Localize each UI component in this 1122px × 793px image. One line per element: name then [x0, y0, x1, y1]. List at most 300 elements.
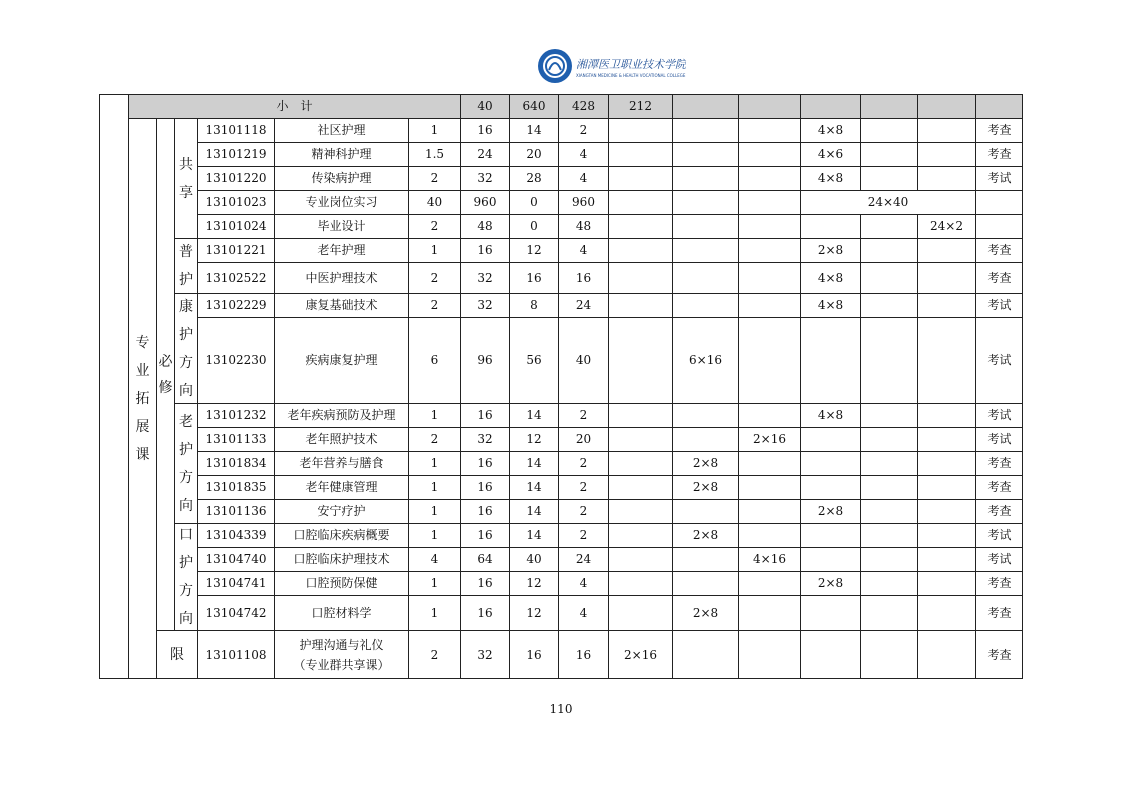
weekly-empty-cell [917, 293, 975, 317]
practice-hours: 4 [558, 166, 608, 190]
course-name-text: 口腔临床护理技术 [293, 552, 390, 566]
course-name [274, 595, 408, 630]
group-label-char: 普 [179, 244, 193, 260]
group-label [174, 238, 197, 293]
weekly-empty-cell [608, 262, 672, 293]
weekly-hours: 24×40 [800, 190, 975, 214]
weekly-empty-cell [917, 317, 975, 403]
practice-hours: 4 [558, 142, 608, 166]
total-hours: 32 [460, 262, 509, 293]
assessment: 考试 [975, 403, 1023, 427]
group-label-char: 护 [179, 272, 193, 288]
weekly-empty-cell [738, 118, 800, 142]
weekly-empty-cell [800, 523, 860, 547]
theory-hours: 0 [509, 190, 558, 214]
course-code: 13104339 [197, 523, 274, 547]
weekly-empty-cell [917, 451, 975, 475]
total-hours: 16 [460, 118, 509, 142]
course-code: 13104741 [197, 571, 274, 595]
total-hours: 960 [460, 190, 509, 214]
weekly-empty-cell [672, 403, 738, 427]
weekly-hours: 24×2 [917, 214, 975, 238]
weekly-empty-cell [800, 427, 860, 451]
practice-hours: 960 [558, 190, 608, 214]
weekly-empty-cell [738, 571, 800, 595]
weekly-empty-cell [738, 499, 800, 523]
weekly-hours: 4×8 [800, 403, 860, 427]
subtotal-credits: 40 [460, 94, 509, 118]
practice-hours: 2 [558, 118, 608, 142]
assessment: 考试 [975, 547, 1023, 571]
weekly-empty-cell [860, 571, 917, 595]
weekly-empty-cell [608, 166, 672, 190]
course-name [274, 451, 408, 475]
subtotal-empty-cell [917, 94, 975, 118]
category-label-char: 课 [135, 447, 150, 463]
course-name-text: 口腔材料学 [311, 605, 372, 620]
course-name-text: 老年护理 [317, 243, 366, 257]
weekly-hours: 2×8 [672, 451, 738, 475]
weekly-empty-cell [608, 238, 672, 262]
assessment: 考查 [975, 451, 1023, 475]
subtotal-empty-cell [672, 94, 738, 118]
elective-label: 限 [156, 630, 197, 679]
course-code: 13102230 [197, 317, 274, 403]
course-name-text: 社区护理 [317, 123, 366, 137]
course-name-text: 老年疾病预防及护理 [287, 408, 396, 422]
practice-hours: 24 [558, 293, 608, 317]
course-name [274, 630, 408, 679]
weekly-empty-cell [800, 317, 860, 403]
practice-hours: 4 [558, 571, 608, 595]
weekly-empty-cell [608, 499, 672, 523]
course-code: 13101108 [197, 630, 274, 679]
logo-text: 湘潭医卫职业技术学院 [576, 58, 686, 71]
total-hours: 16 [460, 571, 509, 595]
course-name [274, 571, 408, 595]
theory-hours: 14 [509, 403, 558, 427]
weekly-empty-cell [800, 214, 860, 238]
assessment: 考查 [975, 262, 1023, 293]
blank-left-column [99, 94, 128, 679]
assessment: 考试 [975, 293, 1023, 317]
total-hours: 16 [460, 238, 509, 262]
category-label-char: 展 [135, 419, 150, 435]
assessment: 考查 [975, 595, 1023, 630]
page-number: 110 [549, 702, 573, 716]
course-code: 13101136 [197, 499, 274, 523]
theory-hours: 20 [509, 142, 558, 166]
group-label-char: 方 [179, 583, 193, 599]
weekly-empty-cell [738, 238, 800, 262]
course-code: 13101835 [197, 475, 274, 499]
weekly-empty-cell [860, 166, 917, 190]
weekly-empty-cell [860, 293, 917, 317]
course-name-text: 专业岗位实习 [305, 195, 378, 209]
weekly-empty-cell [860, 475, 917, 499]
theory-hours: 12 [509, 427, 558, 451]
weekly-empty-cell [917, 523, 975, 547]
theory-hours: 14 [509, 118, 558, 142]
credits: 2 [408, 293, 460, 317]
weekly-empty-cell [608, 403, 672, 427]
total-hours: 32 [460, 293, 509, 317]
total-hours: 96 [460, 317, 509, 403]
course-name-text: 精神科护理 [311, 147, 372, 161]
required-label [156, 118, 174, 630]
weekly-empty-cell [608, 293, 672, 317]
practice-hours: 24 [558, 547, 608, 571]
course-name [274, 427, 408, 451]
total-hours: 16 [460, 451, 509, 475]
course-name [274, 142, 408, 166]
theory-hours: 14 [509, 499, 558, 523]
weekly-hours: 4×16 [738, 547, 800, 571]
weekly-hours: 2×8 [800, 238, 860, 262]
theory-hours: 28 [509, 166, 558, 190]
weekly-empty-cell [860, 451, 917, 475]
weekly-hours: 2×8 [672, 595, 738, 630]
theory-hours: 8 [509, 293, 558, 317]
weekly-empty-cell [672, 499, 738, 523]
subtotal-practice-hours: 212 [608, 94, 672, 118]
course-name [274, 317, 408, 403]
weekly-empty-cell [860, 214, 917, 238]
weekly-empty-cell [860, 238, 917, 262]
weekly-hours: 6×16 [672, 317, 738, 403]
weekly-empty-cell [738, 451, 800, 475]
course-name-text: 康复基础技术 [305, 298, 378, 312]
course-name-text: 口腔预防保健 [305, 576, 378, 590]
weekly-empty-cell [860, 403, 917, 427]
practice-hours: 4 [558, 238, 608, 262]
course-code: 13104740 [197, 547, 274, 571]
total-hours: 16 [460, 595, 509, 630]
subtotal-theory-hours: 428 [558, 94, 608, 118]
course-name [274, 403, 408, 427]
course-name [274, 523, 408, 547]
assessment: 考查 [975, 238, 1023, 262]
credits: 40 [408, 190, 460, 214]
weekly-empty-cell [608, 118, 672, 142]
group-label-char: 享 [179, 184, 193, 201]
course-name [274, 118, 408, 142]
course-name [274, 293, 408, 317]
weekly-empty-cell [860, 427, 917, 451]
weekly-empty-cell [738, 190, 800, 214]
practice-hours: 16 [558, 262, 608, 293]
weekly-hours: 4×8 [800, 118, 860, 142]
logo-subtext: XIANGTAN MEDICINE & HEALTH VOCATIONAL COLLEGE [576, 73, 686, 78]
theory-hours: 12 [509, 571, 558, 595]
total-hours: 32 [460, 166, 509, 190]
weekly-empty-cell [860, 630, 917, 679]
weekly-empty-cell [672, 547, 738, 571]
theory-hours: 40 [509, 547, 558, 571]
theory-hours: 0 [509, 214, 558, 238]
weekly-empty-cell [672, 262, 738, 293]
weekly-empty-cell [800, 475, 860, 499]
weekly-empty-cell [860, 317, 917, 403]
practice-hours: 2 [558, 475, 608, 499]
weekly-empty-cell [608, 317, 672, 403]
group-label-char: 向 [179, 382, 193, 399]
group-label [174, 523, 197, 630]
weekly-hours: 2×8 [672, 523, 738, 547]
group-label-char: 向 [179, 497, 193, 514]
assessment: 考试 [975, 166, 1023, 190]
group-label-char: 护 [179, 441, 193, 458]
course-name-text: 口腔临床疾病概要 [293, 528, 390, 542]
weekly-empty-cell [672, 118, 738, 142]
practice-hours: 40 [558, 317, 608, 403]
credits: 2 [408, 166, 460, 190]
theory-hours: 14 [509, 451, 558, 475]
assessment [975, 190, 1023, 214]
course-code: 13101221 [197, 238, 274, 262]
weekly-empty-cell [738, 475, 800, 499]
weekly-empty-cell [917, 166, 975, 190]
required-label-char: 修 [158, 379, 173, 396]
weekly-empty-cell [800, 547, 860, 571]
assessment: 考试 [975, 523, 1023, 547]
weekly-empty-cell [917, 118, 975, 142]
weekly-empty-cell [608, 451, 672, 475]
category-label-char: 业 [135, 363, 150, 379]
group-label-char: 口 [179, 527, 193, 543]
credits: 2 [408, 214, 460, 238]
course-code: 13101232 [197, 403, 274, 427]
weekly-hours: 2×16 [738, 427, 800, 451]
theory-hours: 16 [509, 630, 558, 679]
course-name-text: 护理沟通与礼仪 [299, 638, 384, 652]
course-name [274, 214, 408, 238]
course-code: 13101118 [197, 118, 274, 142]
weekly-empty-cell [917, 547, 975, 571]
course-name-text: 老年营养与膳食 [299, 456, 384, 470]
weekly-empty-cell [738, 595, 800, 630]
weekly-hours: 2×8 [672, 475, 738, 499]
weekly-empty-cell [608, 142, 672, 166]
weekly-hours: 2×16 [608, 630, 672, 679]
weekly-empty-cell [738, 317, 800, 403]
weekly-empty-cell [738, 166, 800, 190]
weekly-empty-cell [608, 547, 672, 571]
required-label-char: 必 [158, 353, 173, 370]
course-code: 13101133 [197, 427, 274, 451]
practice-hours: 48 [558, 214, 608, 238]
weekly-empty-cell [608, 595, 672, 630]
course-name-text: 老年健康管理 [305, 480, 378, 494]
course-name-text: 老年照护技术 [305, 432, 378, 446]
course-code: 13101024 [197, 214, 274, 238]
total-hours: 48 [460, 214, 509, 238]
course-name-text: 中医护理技术 [305, 270, 378, 285]
category-label-char: 拓 [135, 391, 150, 407]
subtotal-total-hours: 640 [509, 94, 558, 118]
weekly-empty-cell [860, 118, 917, 142]
category-label-char: 专 [135, 335, 150, 351]
course-name-note: （专业群共享课） [293, 658, 390, 672]
weekly-empty-cell [917, 403, 975, 427]
subtotal-empty-cell [800, 94, 860, 118]
credits: 1 [408, 238, 460, 262]
credits: 4 [408, 547, 460, 571]
assessment: 考查 [975, 142, 1023, 166]
total-hours: 32 [460, 427, 509, 451]
group-label-char: 方 [179, 469, 193, 486]
weekly-empty-cell [738, 403, 800, 427]
course-code: 13101023 [197, 190, 274, 214]
group-label-char: 康 [179, 298, 193, 315]
college-logo [536, 46, 686, 86]
weekly-empty-cell [917, 571, 975, 595]
weekly-hours: 4×8 [800, 293, 860, 317]
assessment: 考查 [975, 118, 1023, 142]
weekly-hours: 2×8 [800, 571, 860, 595]
theory-hours: 16 [509, 262, 558, 293]
total-hours: 64 [460, 547, 509, 571]
group-label-char: 护 [179, 555, 193, 571]
weekly-empty-cell [917, 427, 975, 451]
weekly-empty-cell [608, 214, 672, 238]
weekly-hours: 4×8 [800, 262, 860, 293]
weekly-empty-cell [860, 595, 917, 630]
total-hours: 32 [460, 630, 509, 679]
group-label-char: 共 [179, 156, 193, 173]
weekly-empty-cell [917, 499, 975, 523]
group-label [174, 293, 197, 403]
weekly-empty-cell [917, 595, 975, 630]
course-name [274, 547, 408, 571]
credits: 1 [408, 499, 460, 523]
weekly-empty-cell [917, 475, 975, 499]
course-code: 13101220 [197, 166, 274, 190]
group-label-char: 老 [179, 413, 193, 430]
category-label [128, 118, 156, 679]
theory-hours: 56 [509, 317, 558, 403]
weekly-hours: 4×8 [800, 166, 860, 190]
total-hours: 16 [460, 475, 509, 499]
weekly-empty-cell [672, 142, 738, 166]
course-name [274, 166, 408, 190]
practice-hours: 2 [558, 523, 608, 547]
weekly-empty-cell [860, 499, 917, 523]
weekly-empty-cell [917, 142, 975, 166]
weekly-empty-cell [738, 630, 800, 679]
weekly-empty-cell [860, 523, 917, 547]
weekly-empty-cell [800, 451, 860, 475]
practice-hours: 20 [558, 427, 608, 451]
total-hours: 16 [460, 523, 509, 547]
weekly-empty-cell [672, 293, 738, 317]
assessment: 考查 [975, 499, 1023, 523]
weekly-empty-cell [608, 190, 672, 214]
weekly-empty-cell [860, 142, 917, 166]
credits: 1 [408, 118, 460, 142]
group-label-char: 护 [179, 326, 193, 343]
credits: 1 [408, 571, 460, 595]
course-code: 13102229 [197, 293, 274, 317]
subtotal-empty-cell [738, 94, 800, 118]
group-label [174, 403, 197, 523]
credits: 1 [408, 523, 460, 547]
credits: 6 [408, 317, 460, 403]
credits: 1 [408, 403, 460, 427]
credits: 2 [408, 630, 460, 679]
group-label-char: 方 [179, 354, 193, 371]
theory-hours: 12 [509, 595, 558, 630]
credits: 1 [408, 595, 460, 630]
weekly-empty-cell [672, 427, 738, 451]
practice-hours: 2 [558, 499, 608, 523]
theory-hours: 12 [509, 238, 558, 262]
weekly-empty-cell [672, 190, 738, 214]
weekly-empty-cell [800, 595, 860, 630]
theory-hours: 14 [509, 523, 558, 547]
credits: 1 [408, 475, 460, 499]
practice-hours: 4 [558, 595, 608, 630]
curriculum-table [99, 94, 1023, 680]
weekly-empty-cell [738, 214, 800, 238]
course-code: 13104742 [197, 595, 274, 630]
weekly-empty-cell [800, 630, 860, 679]
weekly-empty-cell [608, 523, 672, 547]
weekly-empty-cell [738, 523, 800, 547]
weekly-empty-cell [672, 238, 738, 262]
course-name [274, 499, 408, 523]
subtotal-empty-cell [860, 94, 917, 118]
subtotal-empty-cell [975, 94, 1023, 118]
weekly-empty-cell [860, 547, 917, 571]
course-code: 13102522 [197, 262, 274, 293]
weekly-empty-cell [672, 630, 738, 679]
credits: 2 [408, 427, 460, 451]
subtotal-label: 小 计 [128, 94, 460, 118]
assessment: 考查 [975, 630, 1023, 679]
weekly-empty-cell [672, 166, 738, 190]
course-name [274, 238, 408, 262]
assessment: 考查 [975, 475, 1023, 499]
weekly-empty-cell [672, 571, 738, 595]
credits: 2 [408, 262, 460, 293]
group-label [174, 118, 197, 238]
weekly-empty-cell [608, 475, 672, 499]
weekly-hours: 4×6 [800, 142, 860, 166]
assessment [975, 214, 1023, 238]
credits: 1 [408, 451, 460, 475]
assessment: 考查 [975, 571, 1023, 595]
credits: 1.5 [408, 142, 460, 166]
weekly-empty-cell [917, 262, 975, 293]
weekly-empty-cell [672, 214, 738, 238]
weekly-hours: 2×8 [800, 499, 860, 523]
weekly-empty-cell [608, 571, 672, 595]
course-name [274, 262, 408, 293]
course-name-text: 安宁疗护 [317, 504, 366, 518]
course-name [274, 190, 408, 214]
course-code: 13101219 [197, 142, 274, 166]
course-name-text: 传染病护理 [311, 171, 372, 185]
group-label-char: 向 [179, 611, 193, 627]
weekly-empty-cell [738, 293, 800, 317]
assessment: 考试 [975, 317, 1023, 403]
course-code: 13101834 [197, 451, 274, 475]
weekly-empty-cell [917, 630, 975, 679]
total-hours: 24 [460, 142, 509, 166]
total-hours: 16 [460, 403, 509, 427]
total-hours: 16 [460, 499, 509, 523]
